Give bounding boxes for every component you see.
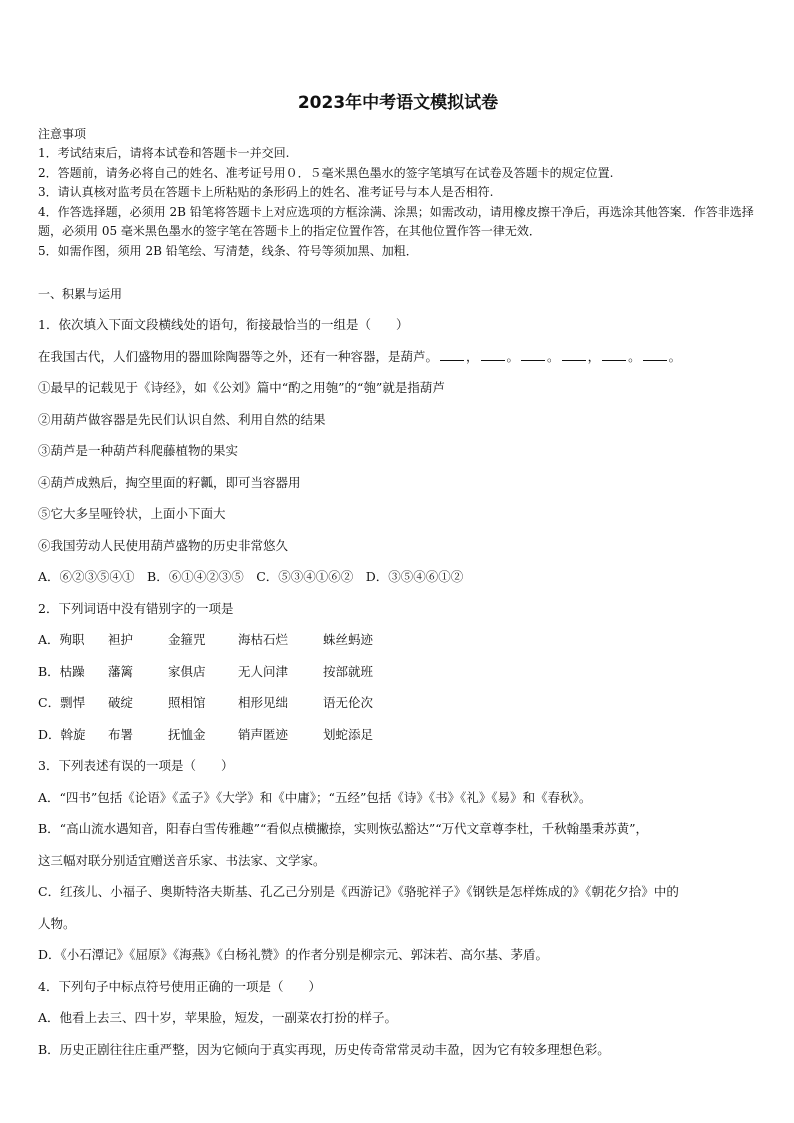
notice-item: 4．作答选择题，必须用 2B 铅笔将答题卡上对应选项的方框涂满、涂黑；如需改动，请用橡皮擦干净后，再选涂其他答案．作答非选择题，必须用 05 毫米黑色墨水的签字笔在答题卡上的指定位置作答，在其他位置作答一律无效． bbox=[38, 204, 754, 239]
punct: ， bbox=[466, 348, 479, 364]
list-item: ③葫芦是一种葫芦科爬藤植物的果实 bbox=[38, 443, 239, 459]
option-label: A．殉职 bbox=[38, 632, 85, 648]
notice-heading: 注意事项 bbox=[38, 127, 87, 141]
word: 按部就班 bbox=[323, 663, 374, 679]
section-heading: 一、积累与运用 bbox=[38, 286, 123, 301]
q3-option: C．红孩儿、小福子、奥斯特洛夫斯基、孔乙己分别是《西游记》《骆驼祥子》《钢铁是怎样炼成的》《朝花夕拾》中的 bbox=[38, 884, 679, 900]
word: 金箍咒 bbox=[168, 632, 206, 648]
fill-blank[interactable] bbox=[521, 348, 545, 361]
word: 藩篱 bbox=[108, 663, 134, 679]
punct: 。 bbox=[506, 348, 520, 364]
list-item: ⑤它大多呈哑铃状，上面小下面大 bbox=[38, 506, 226, 522]
word: 家俱店 bbox=[168, 663, 206, 679]
word: 破绽 bbox=[108, 695, 134, 711]
fill-blank[interactable] bbox=[602, 348, 626, 361]
word: 相形见绌 bbox=[238, 695, 289, 711]
notice-item: 2．答题前，请务必将自己的姓名、准考证号用０．５毫米黑色墨水的签字笔填写在试卷及答题卡的规定位置. bbox=[38, 165, 614, 180]
word: 照相馆 bbox=[168, 695, 206, 711]
question-stem: 3．下列表述有误的一项是（ ） bbox=[38, 758, 234, 774]
q2-option-row bbox=[38, 629, 758, 650]
q3-option: A．“四书”包括《论语》《孟子》《大学》和《中庸》；“五经”包括《诗》《书》《礼》《易》和《春秋》。 bbox=[38, 789, 592, 805]
option-label: B．枯躁 bbox=[38, 663, 85, 679]
q3-option-continued: 这三幅对联分别适宜赠送音乐家、书法家、文学家。 bbox=[38, 852, 326, 868]
q4-option: A．他看上去三、四十岁，苹果脸，短发，一副菜农打扮的样子。 bbox=[38, 1010, 398, 1026]
exam-page bbox=[38, 88, 758, 1060]
q1-passage bbox=[38, 346, 758, 367]
question-stem: 1．依次填入下面文段横线处的语句，衔接最恰当的一组是（ ） bbox=[38, 317, 409, 333]
word: 袒护 bbox=[108, 632, 134, 648]
q3-option-continued: 人物。 bbox=[38, 915, 76, 931]
list-item: ②用葫芦做容器是先民们认识自然、利用自然的结果 bbox=[38, 411, 326, 427]
fill-blank[interactable] bbox=[481, 348, 505, 361]
word: 蛛丝蚂迹 bbox=[323, 632, 374, 648]
fill-blank[interactable] bbox=[440, 348, 464, 361]
option-label: D．斡旋 bbox=[38, 726, 86, 742]
q2-option-row bbox=[38, 692, 758, 713]
q2-option-row bbox=[38, 724, 758, 745]
word: 布署 bbox=[108, 726, 134, 742]
q1-passage-text: 在我国古代，人们盛物用的器皿除陶器等之外，还有一种容器，是葫芦。 bbox=[38, 348, 439, 364]
word: 划蛇添足 bbox=[323, 726, 374, 742]
word: 海枯石烂 bbox=[238, 632, 289, 648]
notice-item: 1．考试结束后，请将本试卷和答题卡一并交回. bbox=[38, 146, 290, 160]
q3-option: B．“高山流水遇知音，阳春白雪传雅趣”“看似点横撇捺，实则恢弘豁达”“万代文章尊李杜，千秋翰墨秉苏黄”， bbox=[38, 821, 649, 837]
word: 无人问津 bbox=[238, 663, 289, 679]
fill-blank[interactable] bbox=[562, 348, 586, 361]
punct: 。 bbox=[547, 348, 560, 364]
list-item: ⑥我国劳动人民使用葫芦盛物的历史非常悠久 bbox=[38, 537, 289, 553]
q3-option: D．《小石潭记》《屈原》《海燕》《白杨礼赞》的作者分别是柳宗元、郭沫若、高尔基、茅盾。 bbox=[38, 947, 549, 963]
q1-answer-choices: A．⑥②③⑤④① B．⑥①④②③⑤ C．⑤③④①⑥② D．③⑤④⑥①② bbox=[38, 569, 464, 585]
notice-item: 3．请认真核对监考员在答题卡上所粘贴的条形码上的姓名、准考证号与本人是否相符. bbox=[38, 185, 494, 200]
word: 抚恤金 bbox=[168, 726, 206, 742]
word: 销声匿迹 bbox=[238, 726, 289, 742]
q2-option-row bbox=[38, 661, 758, 682]
question-stem: 2．下列词语中没有错别字的一项是 bbox=[38, 600, 234, 616]
word: 语无伦次 bbox=[323, 695, 374, 711]
question-stem: 4．下列句子中标点符号使用正确的一项是（ ） bbox=[38, 978, 321, 994]
punct: 。 bbox=[628, 348, 641, 364]
list-item: ④葫芦成熟后，掏空里面的籽瓤，即可当容器用 bbox=[38, 474, 301, 490]
punct: ， bbox=[587, 348, 601, 364]
q4-option: B．历史正剧往往庄重严整，因为它倾向于真实再现，历史传奇常常灵动丰盈，因为它有较多理想色彩。 bbox=[38, 1041, 610, 1057]
fill-blank[interactable] bbox=[643, 348, 667, 361]
option-label: C．剽悍 bbox=[38, 695, 86, 711]
page-title: 2023年中考语文模拟试卷 bbox=[297, 93, 499, 113]
list-item: ①最早的记载见于《诗经》，如《公刘》篇中“酌之用匏”的“匏”就是指葫芦 bbox=[38, 380, 445, 396]
notice-item: 5．如需作图，须用 2B 铅笔绘、写清楚，线条、符号等须加黑、加粗． bbox=[38, 243, 418, 258]
punct: 。 bbox=[668, 348, 682, 364]
